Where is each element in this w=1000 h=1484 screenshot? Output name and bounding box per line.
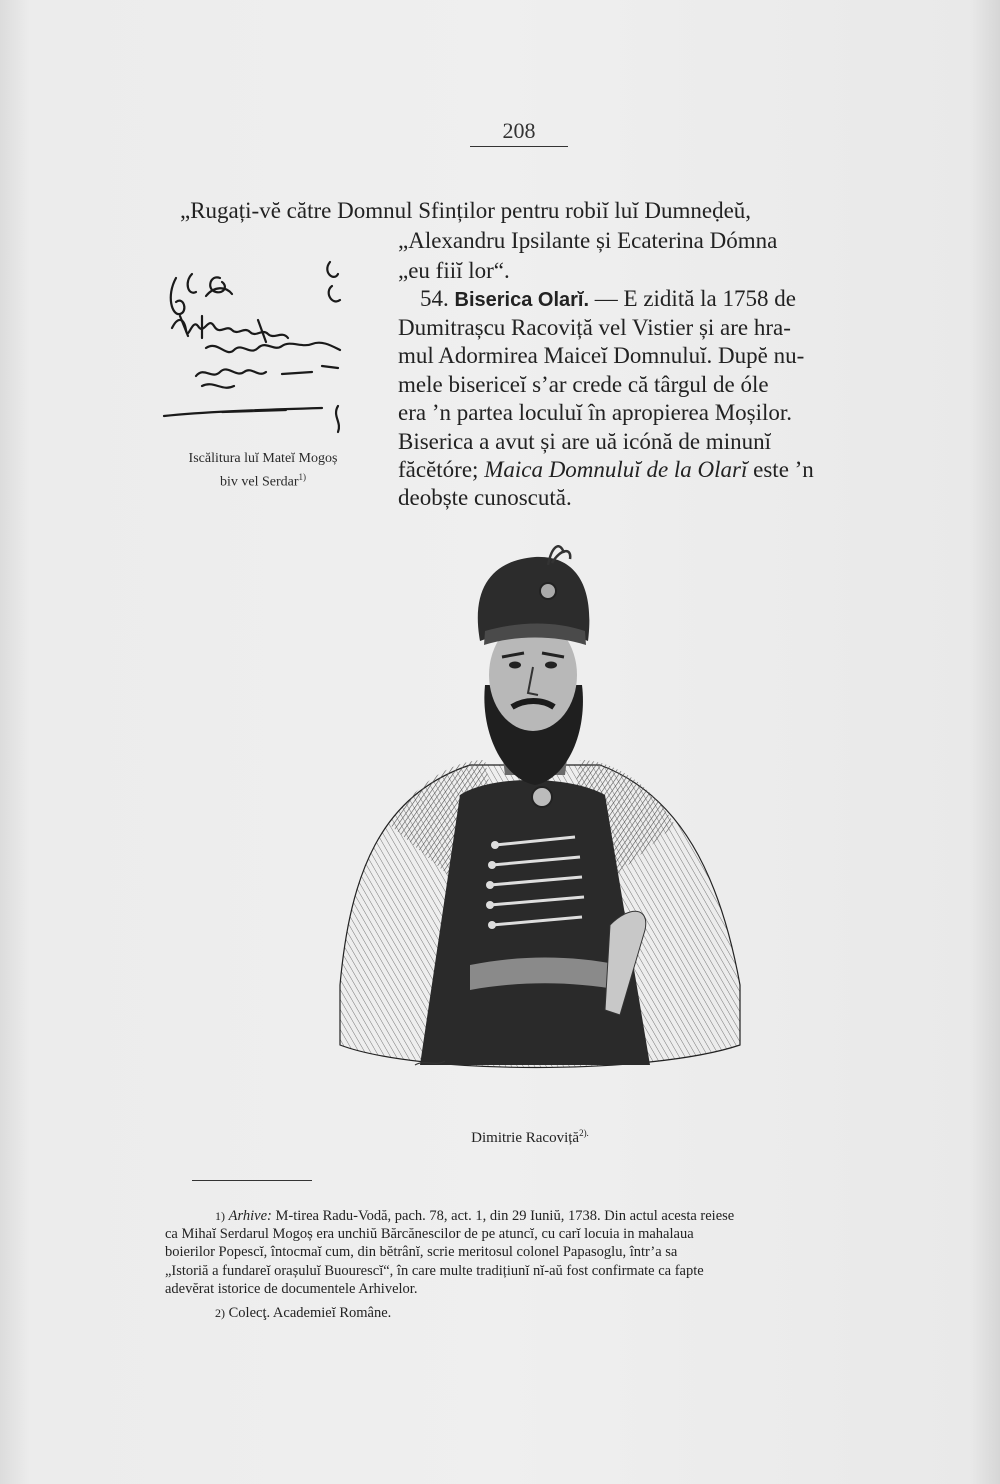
portrait-caption — [400, 1128, 660, 1147]
footnote-source-label: Arhive: — [228, 1208, 272, 1224]
footnote-line: „Istoriă a fundareĭ orașuluĭ Buourescĭ“, în care multe tradițiunĭ nĭ-aŭ fost confirmate ca fapte — [165, 1263, 704, 1279]
body-line: „eu fiiĭ lor“. — [398, 258, 510, 283]
body-line: deobște cunoscută. — [398, 485, 572, 510]
body-line: Dumitrașcu Racoviță vel Vistier și are hra- — [398, 315, 791, 340]
body-line: era ’n partea loculuĭ în apropierea Moșilor. — [398, 400, 793, 425]
signature-caption-line1: Iscălitura luĭ Mateĭ Mogoș — [188, 451, 338, 466]
footnote-1-line — [215, 1207, 955, 1225]
signature-caption-line2 — [158, 468, 368, 492]
body-line: mele bisericeĭ s’ar crede că târgul de óle — [398, 372, 769, 397]
footnote-text: Colecţ. Academieĭ Române. — [225, 1305, 392, 1321]
body-line: „Rugați-vĕ către Domnul Sfinților pentru robiĭ luĭ Dumneḍeŭ, — [180, 198, 752, 223]
section-heading-line — [420, 284, 796, 315]
footnote-text: M-tirea Radu-Vodă, pach. 78, act. 1, din 29 Iuniŭ, 1738. Din actul acesta reiese — [271, 1208, 735, 1224]
portrait-engraving — [320, 545, 745, 1085]
signature-image — [162, 256, 362, 446]
body-run: făcĕtóre; — [398, 457, 485, 482]
body-run: este ’n — [747, 457, 814, 482]
body-line: mul Adormirea Maiceĭ Domnuluĭ. Dupĕ nu- — [398, 343, 805, 368]
handwritten-signature — [162, 256, 362, 446]
body-line-with-italic — [398, 455, 814, 485]
footnote-line: ca Mihaĭ Serdarul Mogoș era unchiŭ Bărcănescilor de pe atuncĭ, cu carĭ locuia in mahalaua — [165, 1226, 694, 1242]
portrait-illustration — [320, 545, 745, 1085]
signature-caption — [158, 450, 368, 492]
body-line: „Alexandru Ipsilante și Ecaterina Dómna — [398, 228, 778, 253]
page-number: 208 — [502, 118, 536, 143]
signature-caption-text: biv vel Serdar — [219, 474, 299, 490]
section-heading-rest: — E zidită la 1758 de — [589, 286, 796, 311]
footnote-rule — [192, 1180, 312, 1181]
footnote-mark: 2) — [215, 1306, 225, 1320]
footnote-line: adevĕrat istorice de documentele Arhivelor. — [165, 1281, 418, 1297]
footnote-2-line — [215, 1304, 955, 1322]
footnote-ref: 1) — [298, 472, 307, 482]
footnote-line: boierilor Popescĭ, întocmaĭ cum, din bĕtrânĭ, scrie meritosul colonel Papasoglu, într’a sa — [165, 1244, 678, 1260]
section-heading: Biserica Olarĭ. — [454, 289, 590, 311]
footnote-ref: 2). — [579, 1128, 589, 1138]
body-line: Biserica a avut și are uă icónă de minunĭ — [398, 429, 771, 454]
section-number: 54. — [420, 286, 449, 311]
portrait-caption-text: Dimitrie Racoviță — [471, 1130, 580, 1146]
footnote-mark: 1) — [215, 1209, 225, 1223]
header-rule — [470, 146, 568, 147]
icon-title-italic: Maica Domnuluĭ de la Olarĭ — [484, 457, 748, 482]
